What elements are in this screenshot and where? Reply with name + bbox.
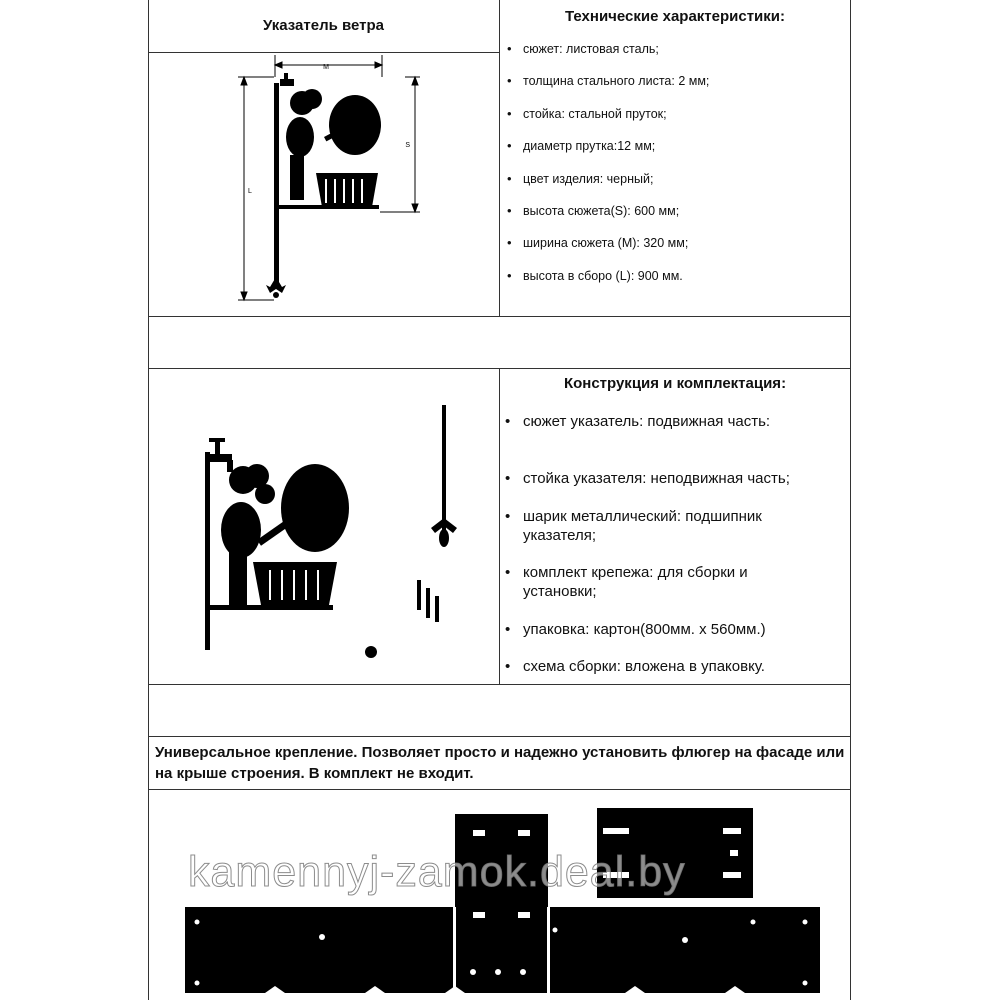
kit-title: Конструкция и комплектация:	[563, 375, 787, 392]
row-line-6	[148, 789, 850, 790]
frame-left	[148, 0, 149, 1000]
watermark: kamennyj-zamok.deal.by	[188, 848, 686, 896]
spec-item: • стойка: стальной пруток;	[505, 107, 709, 139]
row-line-3	[148, 368, 850, 369]
dim-label-l: L	[248, 188, 252, 195]
weathervane-dimension-drawing	[230, 55, 460, 305]
col-divider-1	[499, 0, 500, 316]
dim-label-s: S	[405, 142, 410, 149]
spec-item: • толщина стального листа: 2 мм;	[505, 74, 709, 106]
specs-title: Технические характеристики:	[564, 8, 786, 25]
kit-item: • шарик металлический: подшипник указателя;	[505, 507, 823, 545]
kit-item: • схема сборки: вложена в упаковку.	[505, 657, 765, 676]
spec-item: • высота сюжета(S): 600 мм;	[505, 204, 709, 236]
kit-item: • стойка указателя: неподвижная часть;	[505, 469, 790, 488]
spec-item: • высота в сборо (L): 900 мм.	[505, 269, 709, 301]
kit-item: • упаковка: картон(800мм. х 560мм.)	[505, 620, 766, 639]
kit-item: • комплект крепежа: для сборки и установки;	[505, 563, 823, 601]
row-line-5	[148, 736, 850, 737]
dim-label-m: M	[323, 64, 329, 71]
row-line-4	[148, 684, 850, 685]
spec-item: • сюжет: листовая сталь;	[505, 42, 709, 74]
row-line-1	[148, 52, 499, 53]
row-line-2	[148, 316, 850, 317]
specs-list	[505, 42, 709, 301]
kit-components-drawing	[195, 400, 485, 660]
kit-item: • сюжет указатель: подвижная часть:	[505, 412, 770, 431]
mounting-brackets-drawing	[185, 800, 825, 995]
spec-item: • цвет изделия: черный;	[505, 172, 709, 204]
product-title: Указатель ветра	[262, 17, 385, 34]
frame-right	[850, 0, 851, 1000]
col-divider-2	[499, 368, 500, 685]
spec-item: • диаметр прутка:12 мм;	[505, 139, 709, 171]
mount-note: Универсальное крепление. Позволяет просто и надежно установить флюгер на фасаде или на крыше строения. В комплект не входит.	[155, 744, 845, 782]
spec-item: • ширина сюжета (M): 320 мм;	[505, 236, 709, 268]
